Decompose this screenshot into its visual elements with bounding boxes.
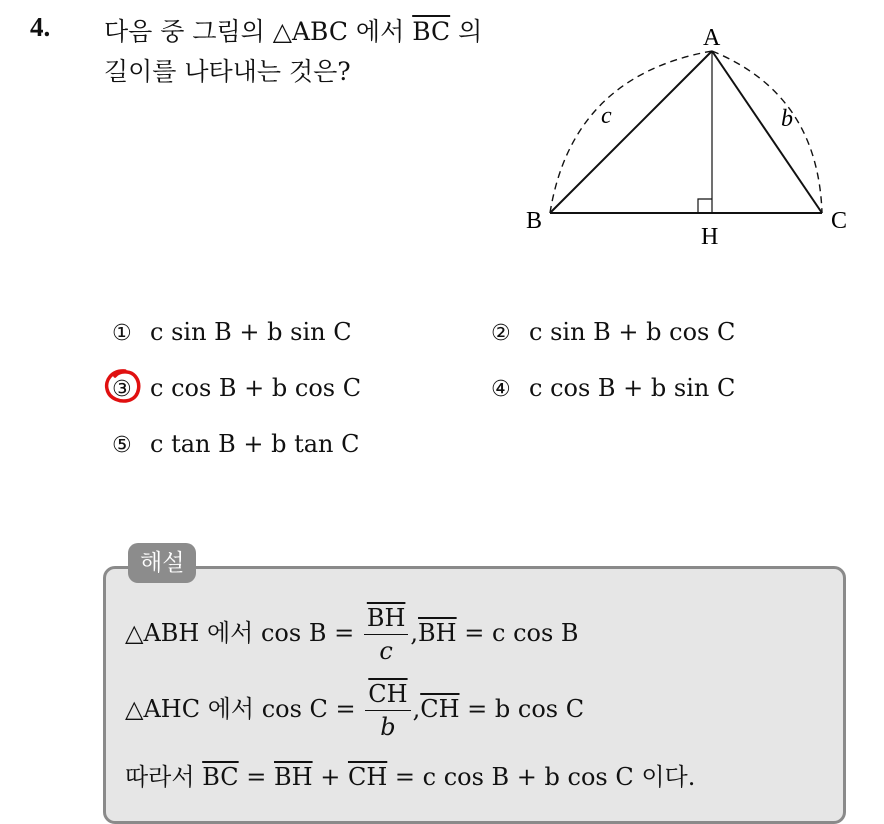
fraction-numerator: $\overline{CH}$ <box>365 680 410 711</box>
choice-text: c tan B + b tan C <box>150 430 360 458</box>
label-b: B <box>526 208 543 234</box>
choice-4[interactable] <box>491 374 735 402</box>
choice-text: c cos B + b sin C <box>529 374 736 402</box>
side-ac <box>712 51 822 213</box>
segment-bc: $\overline{BC}$ <box>412 17 451 46</box>
solution-text: = c cos B <box>456 619 579 647</box>
label-a: A <box>703 25 721 51</box>
side-ab <box>550 51 712 213</box>
question-line-2: 길이를 나타내는 것은? <box>104 57 351 86</box>
choice-number: ⑤ <box>112 433 132 458</box>
choice-number: ① <box>112 321 132 346</box>
question-text-post: 의 <box>450 17 483 46</box>
question-number: 4. <box>30 12 51 42</box>
fraction <box>365 680 410 741</box>
choice-1[interactable] <box>112 318 352 346</box>
answer-circle-mark <box>103 367 143 405</box>
segment: $\overline{BH}$ <box>418 619 457 647</box>
segment: $\overline{CH}$ <box>420 695 460 723</box>
label-h: H <box>701 224 719 250</box>
comma: , <box>410 619 419 647</box>
fraction-denominator: b <box>380 713 396 741</box>
solution-text: + <box>312 763 348 791</box>
fraction <box>364 604 409 665</box>
choice-text: c sin B + b cos C <box>529 318 736 346</box>
solution-line-3 <box>125 757 695 792</box>
solution-text: △AHC 에서 cos C = <box>125 695 364 723</box>
label-c: C <box>831 208 848 234</box>
fraction-numerator: $\overline{BH}$ <box>364 604 409 635</box>
triangle-figure <box>500 18 870 258</box>
question-text-pre: 다음 중 그림의 △ABC 에서 <box>104 17 413 46</box>
fraction-denominator: c <box>379 637 393 665</box>
segment: $\overline{BH}$ <box>274 763 313 791</box>
choice-5[interactable] <box>112 430 360 458</box>
choice-number: ④ <box>491 377 511 402</box>
solution-line-2 <box>125 680 584 741</box>
choice-2[interactable] <box>491 318 735 346</box>
segment: $\overline{BC}$ <box>202 763 239 791</box>
choice-number: ③ <box>112 377 132 402</box>
right-angle-mark <box>698 199 712 213</box>
question-line-1 <box>104 12 482 48</box>
solution-text: 따라서 <box>125 763 203 791</box>
solution-text: = <box>238 763 275 791</box>
solution-text: △ABH 에서 cos B = <box>125 619 362 647</box>
choice-text: c cos B + b cos C <box>150 374 362 402</box>
solution-line-1 <box>125 604 579 665</box>
solution-tag: 해설 <box>128 543 196 583</box>
choice-text: c sin B + b sin C <box>150 318 352 346</box>
solution-text: = b cos C <box>459 695 585 723</box>
comma: , <box>412 695 421 723</box>
segment: $\overline{CH}$ <box>347 763 388 791</box>
solution-text: = c cos B + b cos C 이다. <box>387 763 696 791</box>
choice-3[interactable] <box>112 374 361 402</box>
choice-number: ② <box>491 321 511 346</box>
label-side-c: c <box>601 103 612 129</box>
label-side-b: b <box>781 106 793 132</box>
